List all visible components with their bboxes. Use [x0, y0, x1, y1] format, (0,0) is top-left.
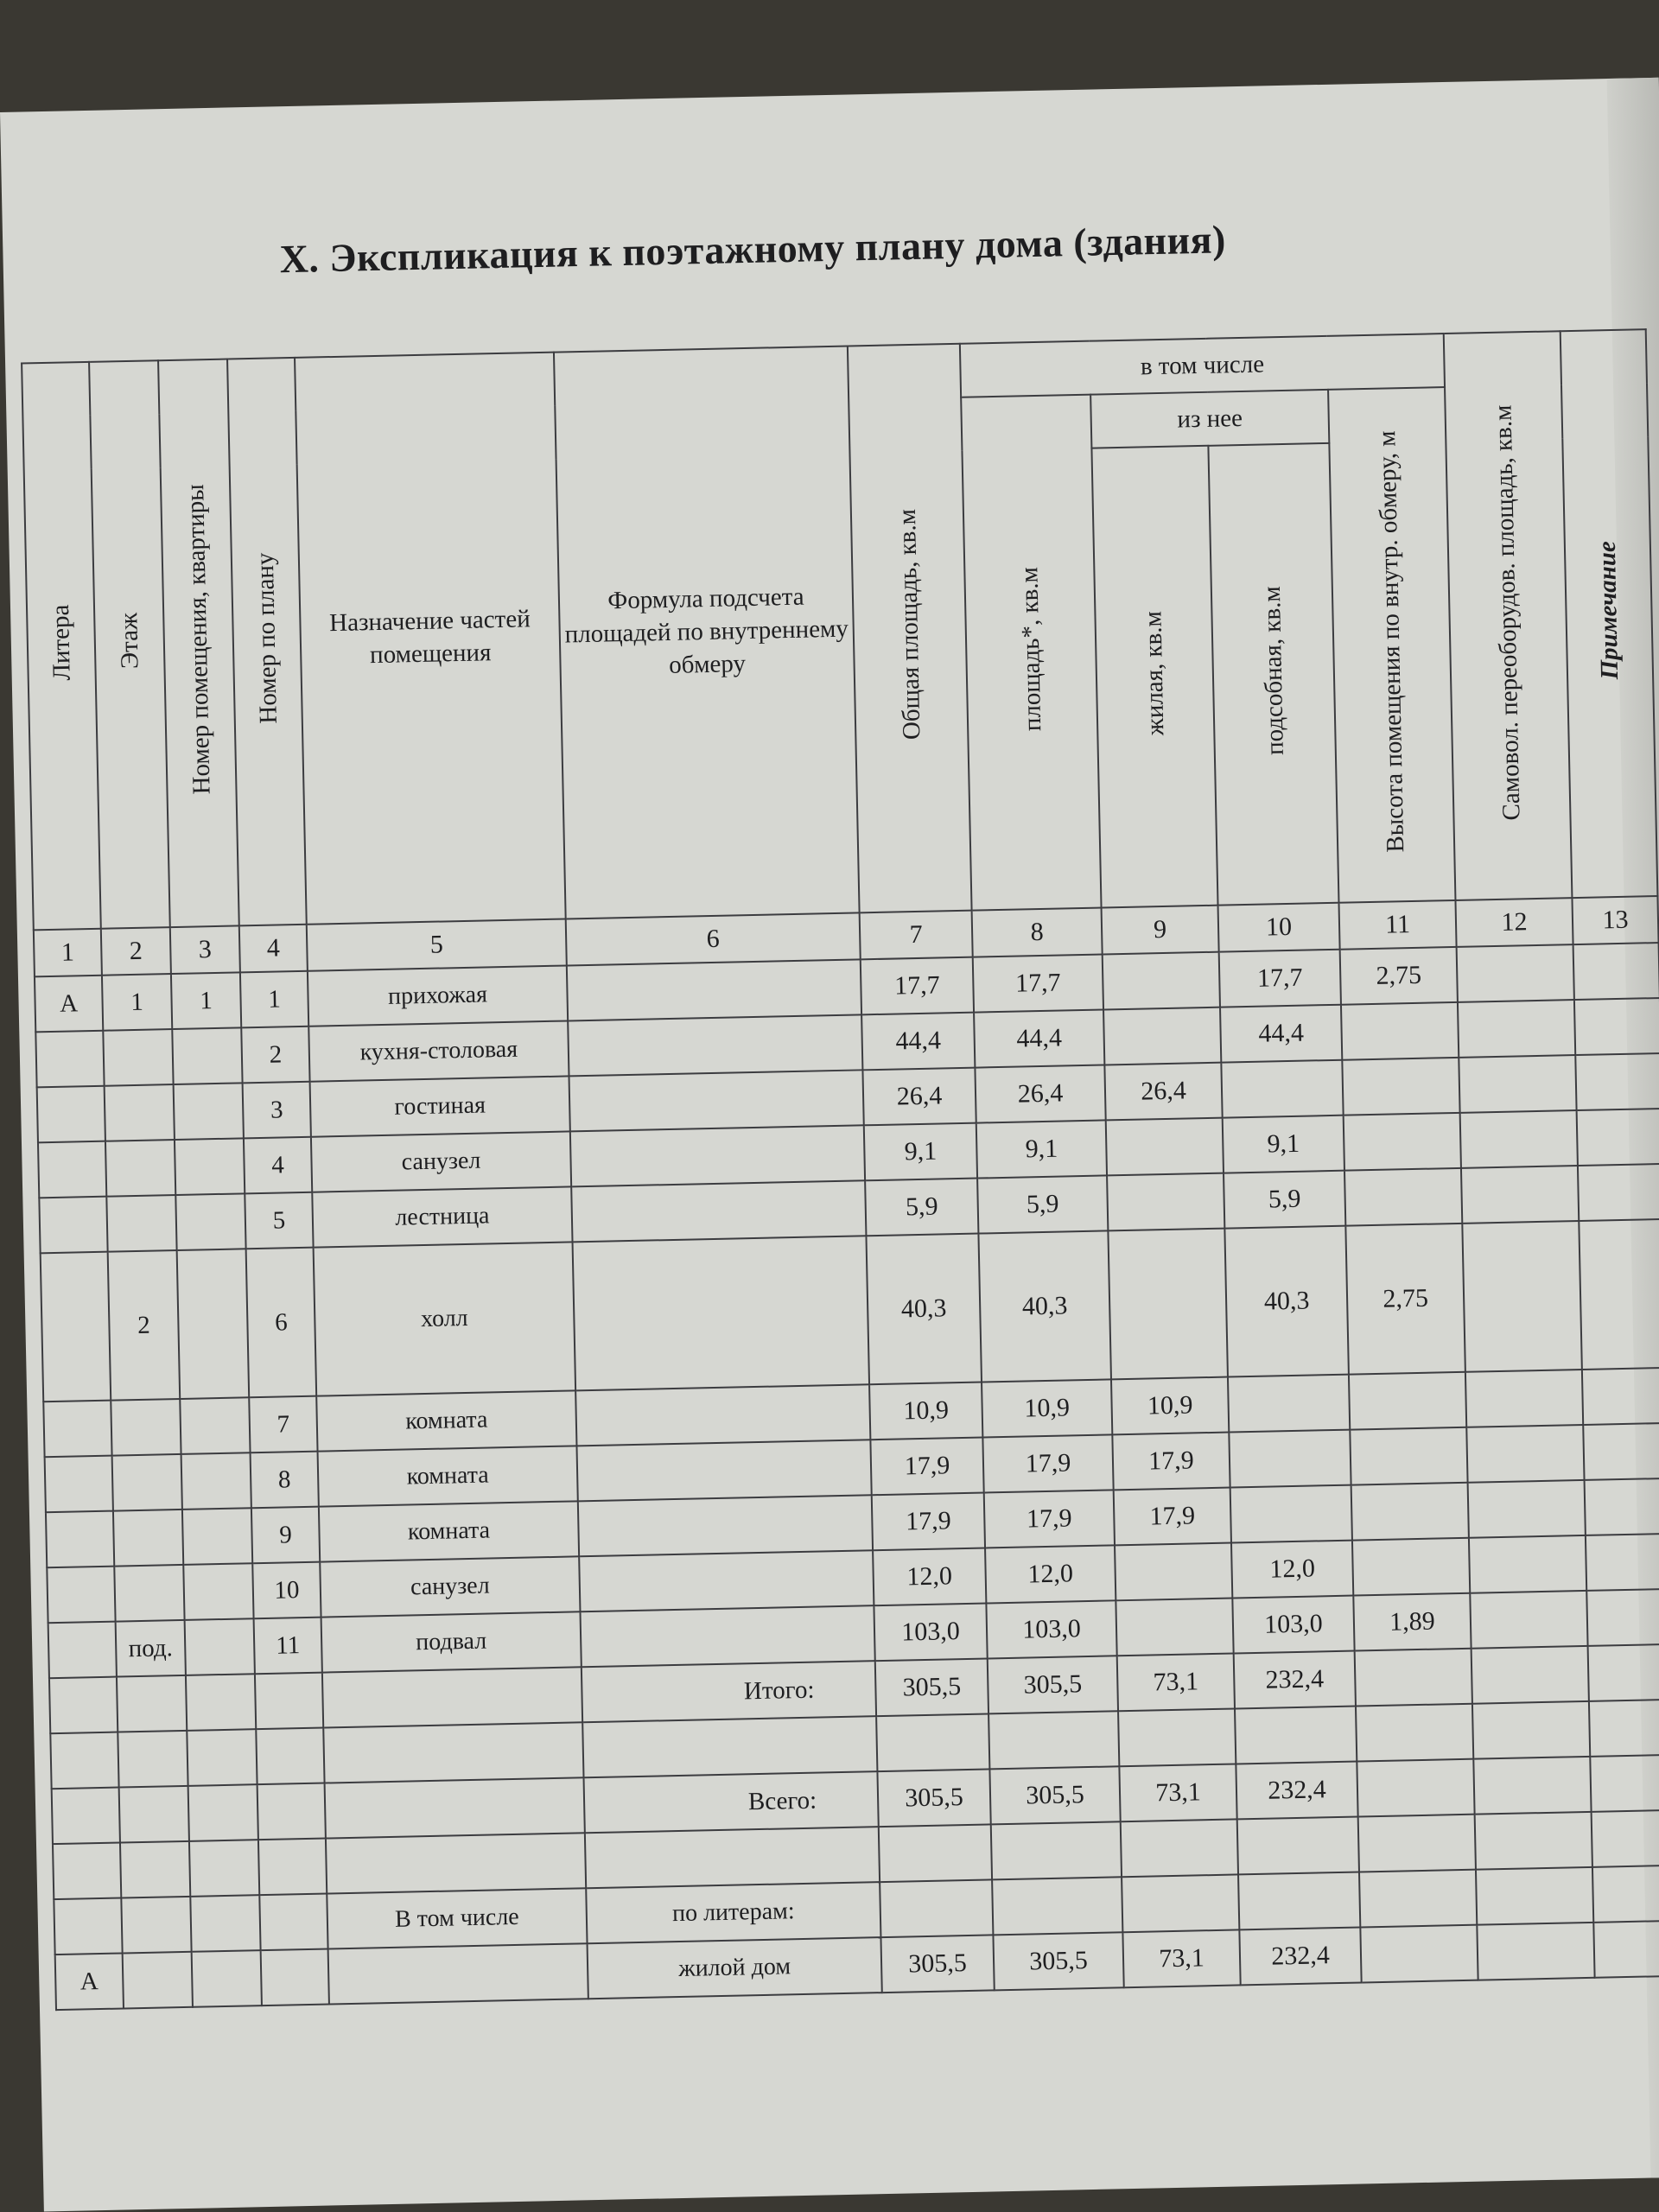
room-ploshchad: 40,3 [978, 1230, 1111, 1382]
room-litera [46, 1511, 114, 1568]
column-number: 10 [1218, 903, 1340, 952]
room-litera [37, 1086, 105, 1143]
room-etazh [113, 1510, 183, 1567]
room-samovol [1465, 1370, 1583, 1427]
room-etazh [105, 1084, 175, 1141]
column-number: 3 [170, 925, 240, 974]
itogo-label: Итого: [582, 1661, 876, 1722]
litera-row-obshchaya: 305,5 [880, 1935, 994, 1993]
room-etazh [105, 1140, 175, 1197]
itogo-obshchaya: 305,5 [875, 1658, 988, 1716]
room-podsobnaya: 17,7 [1219, 950, 1341, 1007]
header-nomer-pomeshcheniya: Номер помещения, квартиры [158, 359, 239, 928]
header-ploshchad: площадь*, кв.м [961, 395, 1101, 911]
column-number: 5 [307, 918, 567, 970]
room-etazh [114, 1565, 184, 1622]
room-podsobnaya [1221, 1060, 1343, 1118]
room-etazh [111, 1399, 181, 1456]
room-vysota [1341, 1002, 1459, 1060]
room-name: прихожая [308, 965, 568, 1026]
room-obshchaya: 10,9 [869, 1382, 982, 1440]
room-primechanie [1585, 1478, 1659, 1535]
room-primechanie [1574, 998, 1659, 1055]
room-kv [177, 1249, 250, 1399]
room-nomer: 8 [251, 1452, 319, 1509]
room-obshchaya: 40,3 [866, 1234, 982, 1385]
litera-row-name: жилой дом [588, 1937, 882, 1999]
room-name: комната [318, 1446, 578, 1506]
room-kv [180, 1397, 250, 1454]
header-litera: Литера [22, 362, 101, 930]
room-ploshchad: 103,0 [986, 1600, 1116, 1658]
room-primechanie [1579, 1219, 1659, 1370]
room-ploshchad: 17,9 [982, 1434, 1113, 1492]
column-number: 9 [1102, 906, 1219, 955]
room-vysota [1349, 1372, 1466, 1430]
room-nomer: 1 [240, 971, 308, 1028]
room-litera [38, 1141, 106, 1198]
room-podsobnaya: 5,9 [1224, 1171, 1345, 1229]
room-nomer: 2 [241, 1027, 309, 1084]
column-number: 11 [1338, 900, 1456, 950]
room-etazh [103, 1029, 173, 1086]
room-samovol [1468, 1480, 1586, 1538]
room-litera: А [35, 976, 103, 1033]
header-samovol: Самовол. переоборудов. площадь, кв.м [1444, 331, 1573, 900]
room-litera [47, 1567, 115, 1624]
room-vysota: 2,75 [1345, 1224, 1465, 1375]
room-kv: 1 [171, 972, 241, 1029]
room-zhilaya [1103, 952, 1220, 1010]
room-name: подвал [321, 1611, 582, 1672]
room-obshchaya: 44,4 [861, 1013, 975, 1071]
vsego-ploshchad: 305,5 [989, 1766, 1120, 1824]
room-obshchaya: 5,9 [865, 1179, 978, 1236]
room-ploshchad: 17,7 [973, 954, 1103, 1012]
room-zhilaya [1108, 1229, 1228, 1380]
room-obshchaya: 12,0 [873, 1548, 986, 1605]
room-ploshchad: 5,9 [977, 1175, 1108, 1233]
room-zhilaya: 17,9 [1114, 1488, 1231, 1546]
room-name: комната [319, 1501, 579, 1561]
itogo-podsobnaya: 232,4 [1234, 1651, 1356, 1709]
room-formula [576, 1440, 871, 1501]
room-podsobnaya: 9,1 [1223, 1116, 1344, 1173]
room-name: санузел [311, 1131, 571, 1192]
room-samovol [1459, 1055, 1576, 1113]
room-formula [575, 1384, 870, 1446]
room-obshchaya: 9,1 [864, 1123, 977, 1181]
room-nomer: 9 [251, 1507, 320, 1564]
room-vysota [1344, 1113, 1461, 1171]
room-samovol [1460, 1110, 1578, 1168]
room-samovol [1469, 1535, 1586, 1593]
header-vysota: Высота помещения по внутр. обмеру, м [1328, 387, 1455, 903]
room-ploshchad: 10,9 [982, 1379, 1112, 1437]
po-literam-label: по литерам: [586, 1882, 880, 1943]
room-zhilaya [1107, 1173, 1224, 1231]
room-vysota [1344, 1168, 1462, 1226]
room-name: гостиная [310, 1076, 570, 1136]
room-ploshchad: 9,1 [976, 1120, 1107, 1178]
room-vysota [1342, 1058, 1459, 1116]
v-tom-chisle-label: В том числе [327, 1888, 587, 1948]
room-samovol [1457, 944, 1574, 1002]
room-kv [182, 1508, 252, 1565]
room-formula [571, 1180, 866, 1242]
room-podsobnaya: 44,4 [1220, 1005, 1342, 1063]
room-litera [35, 1031, 104, 1088]
litera-row-litera: А [55, 1954, 124, 2011]
room-samovol [1458, 1000, 1575, 1058]
column-number: 13 [1572, 896, 1658, 944]
room-primechanie [1583, 1423, 1659, 1480]
room-formula [568, 1014, 862, 1076]
room-samovol [1466, 1425, 1584, 1483]
room-zhilaya [1115, 1543, 1232, 1601]
room-primechanie [1578, 1164, 1659, 1221]
room-kv [172, 1027, 242, 1084]
room-primechanie [1575, 1053, 1659, 1110]
vsego-podsobnaya: 232,4 [1236, 1762, 1357, 1820]
room-etazh: 1 [102, 974, 172, 1031]
itogo-zhilaya: 73,1 [1117, 1653, 1235, 1711]
room-podsobnaya [1229, 1430, 1351, 1488]
room-zhilaya [1116, 1599, 1233, 1656]
room-vysota [1351, 1483, 1469, 1541]
header-zhilaya: жилая, кв.м [1091, 446, 1217, 908]
header-naznachenie: Назначение частей помещения [295, 353, 566, 925]
header-podsobnaya: подсобная, кв.м [1208, 443, 1338, 906]
room-formula [567, 959, 861, 1020]
room-formula [569, 1070, 864, 1131]
room-litera [43, 1401, 111, 1458]
room-samovol [1470, 1591, 1587, 1649]
header-formula: Формула подсчета площадей по внутреннему обмеру [554, 346, 860, 919]
room-obshchaya: 103,0 [874, 1603, 987, 1661]
room-kv [175, 1138, 245, 1195]
room-litera [41, 1252, 111, 1402]
room-ploshchad: 12,0 [985, 1545, 1116, 1603]
column-number: 2 [101, 927, 171, 976]
room-nomer: 7 [249, 1396, 317, 1453]
room-vysota: 2,75 [1340, 947, 1458, 1005]
vsego-label: Всего: [584, 1771, 879, 1833]
room-samovol [1461, 1166, 1579, 1224]
room-obshchaya: 17,7 [861, 957, 974, 1015]
room-nomer: 5 [245, 1192, 313, 1249]
room-kv [174, 1083, 244, 1140]
room-primechanie [1577, 1109, 1659, 1166]
header-etazh: Этаж [89, 360, 170, 929]
column-number: 7 [860, 911, 973, 960]
document-page [0, 78, 1659, 2212]
header-primechanie: Примечание [1560, 329, 1658, 898]
column-number: 12 [1456, 898, 1573, 947]
room-primechanie [1582, 1368, 1659, 1425]
room-nomer: 11 [254, 1618, 322, 1675]
room-name: санузел [320, 1556, 580, 1617]
room-nomer: 4 [244, 1137, 312, 1194]
room-podsobnaya: 103,0 [1232, 1596, 1354, 1654]
room-podsobnaya: 12,0 [1231, 1541, 1353, 1599]
column-number: 1 [34, 929, 102, 977]
column-number: 6 [566, 912, 861, 965]
room-obshchaya: 17,9 [870, 1438, 983, 1496]
room-name: комната [316, 1390, 576, 1451]
room-ploshchad: 26,4 [975, 1065, 1105, 1122]
room-nomer: 3 [243, 1082, 311, 1139]
room-primechanie [1586, 1534, 1659, 1591]
column-number: 4 [239, 925, 308, 973]
room-obshchaya: 26,4 [862, 1068, 976, 1126]
room-nomer: 6 [246, 1248, 317, 1398]
room-vysota [1350, 1427, 1467, 1485]
header-iz-nee: из нее [1090, 390, 1329, 448]
room-kv [185, 1618, 255, 1675]
room-litera [45, 1456, 113, 1513]
litera-row-zhilaya: 73,1 [1122, 1929, 1240, 1987]
room-name: холл [314, 1242, 576, 1395]
room-litera [39, 1197, 107, 1254]
room-kv [183, 1563, 253, 1620]
room-zhilaya: 17,9 [1112, 1433, 1230, 1491]
room-name: кухня-столовая [308, 1020, 569, 1081]
room-primechanie [1586, 1589, 1659, 1646]
room-formula [573, 1236, 870, 1390]
room-vysota: 1,89 [1353, 1593, 1471, 1651]
vsego-obshchaya: 305,5 [877, 1769, 990, 1827]
room-zhilaya: 10,9 [1111, 1377, 1229, 1435]
room-formula [578, 1495, 873, 1556]
room-vysota [1352, 1538, 1470, 1596]
room-samovol [1462, 1221, 1582, 1372]
litera-row-ploshchad: 305,5 [993, 1932, 1123, 1990]
room-etazh: под. [116, 1620, 186, 1677]
itogo-ploshchad: 305,5 [988, 1656, 1118, 1713]
room-litera [48, 1622, 117, 1679]
room-kv [181, 1452, 251, 1510]
room-formula [580, 1605, 874, 1667]
room-etazh [106, 1195, 176, 1252]
room-kv [175, 1193, 245, 1250]
column-number: 8 [972, 908, 1103, 957]
room-zhilaya: 26,4 [1104, 1063, 1222, 1121]
room-podsobnaya [1230, 1485, 1352, 1543]
room-podsobnaya: 40,3 [1224, 1226, 1349, 1377]
vsego-zhilaya: 73,1 [1119, 1764, 1236, 1821]
room-rows [35, 943, 1659, 1678]
room-primechanie [1573, 943, 1659, 1000]
room-obshchaya: 17,9 [872, 1493, 985, 1551]
room-formula [570, 1125, 865, 1186]
room-etazh [112, 1454, 182, 1511]
header-nomer-po-planu: Номер по плану [227, 358, 307, 925]
room-etazh: 2 [108, 1250, 181, 1401]
room-name: лестница [312, 1186, 572, 1247]
room-zhilaya [1103, 1007, 1221, 1065]
room-ploshchad: 44,4 [974, 1009, 1104, 1067]
room-nomer: 10 [252, 1562, 321, 1619]
room-podsobnaya [1228, 1375, 1350, 1433]
header-obshchaya: Общая площадь, кв.м [848, 344, 972, 913]
explication-table [21, 328, 1659, 2011]
header-v-tom-chisle: в том числе [960, 334, 1445, 397]
litera-row-podsobnaya: 232,4 [1239, 1927, 1361, 1985]
room-ploshchad: 17,9 [984, 1490, 1115, 1548]
page-title: X. Экспликация к поэтажному плану дома (здания) [279, 217, 1227, 282]
room-zhilaya [1106, 1118, 1224, 1176]
room-formula [579, 1550, 874, 1611]
